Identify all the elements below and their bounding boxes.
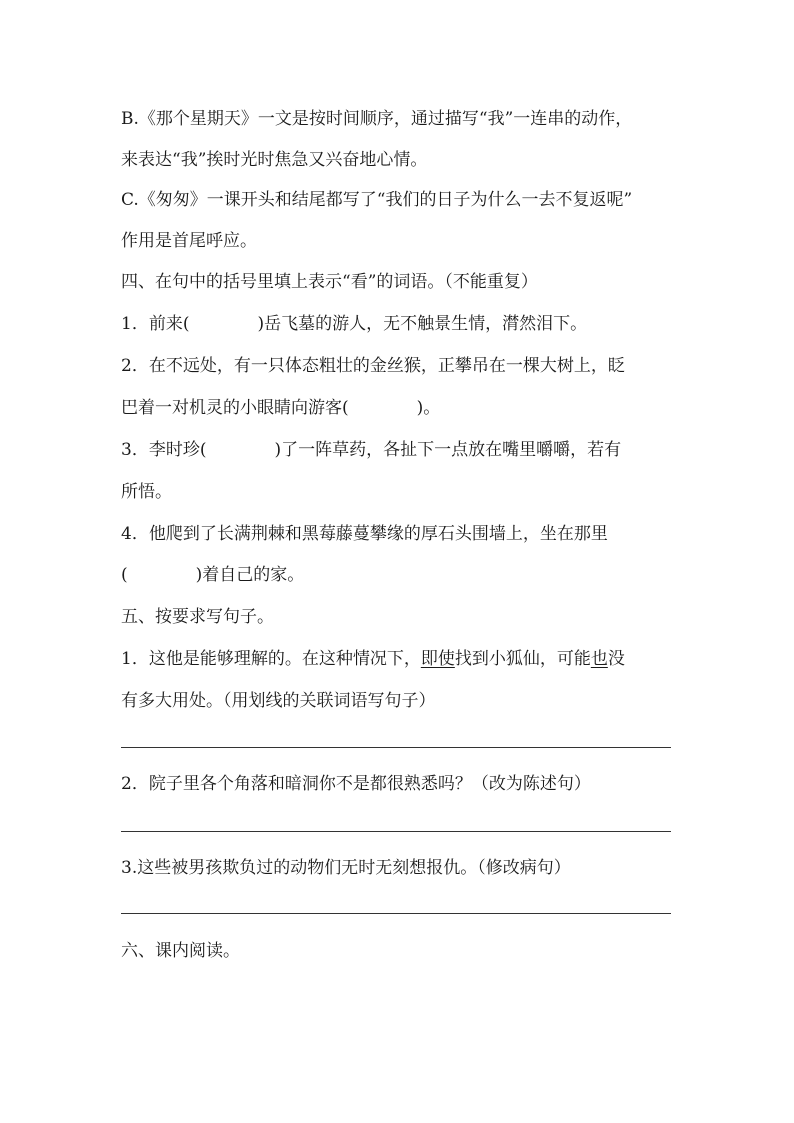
section-4-question-2-line1: 2．在不远处，有一只体态粗壮的金丝猴，正攀吊在一棵大树上，眨 [121,356,625,376]
section-5-question-1-line2: 有多大用处。（用划线的关联词语写句子） [121,691,436,711]
option-b-line2: 来表达“我”挨时光时焦急又兴奋地心情。 [121,150,428,170]
section-4-question-4-line2: ( )着自己的家。 [121,565,305,585]
option-b-line1: B.《那个星期天》一文是按时间顺序，通过描写“我”一连串的动作， [121,109,633,129]
question-1-text-b: 找到小狐仙，可能 [454,649,591,669]
answer-blank-2[interactable] [121,831,671,832]
underlined-conjunction-2: 也 [590,649,608,669]
section-4-question-1: 1．前来( )岳飞墓的游人，无不触景生情，潸然泪下。 [121,314,588,334]
section-6-heading: 六、课内阅读。 [121,941,240,961]
section-5-question-2: 2．院子里各个角落和暗洞你不是都很熟悉吗？（改为陈述句） [121,774,591,794]
question-1-text-c: 没 [607,649,625,669]
section-5-heading: 五、按要求写句子。 [121,607,274,627]
question-1-text-a: 1．这他是能够理解的。在这种情况下， [121,649,421,669]
answer-blank-1[interactable] [121,747,671,748]
section-4-question-4-line1: 4．他爬到了长满荆棘和黑莓藤蔓攀缘的厚石头围墙上，坐在那里 [121,524,608,544]
section-4-question-3-line1: 3．李时珍( )了一阵草药，各扯下一点放在嘴里嚼嚼，若有 [121,440,622,460]
section-5-question-3: 3.这些被男孩欺负过的动物们无时无刻想报仇。（修改病句） [121,858,571,878]
answer-blank-3[interactable] [121,913,671,914]
section-4-question-2-line2: 巴着一对机灵的小眼睛向游客( )。 [121,398,441,418]
underlined-conjunction-1: 即使 [420,649,455,669]
section-5-question-1-line1 [121,648,681,670]
option-c-line2: 作用是首尾呼应。 [121,231,257,251]
section-4-heading: 四、在句中的括号里填上表示“看”的词语。（不能重复） [121,272,538,292]
option-c-line1: C.《匆匆》一课开头和结尾都写了“我们的日子为什么一去不复返呢” [121,190,633,210]
section-4-question-3-line2: 所悟。 [121,482,172,502]
